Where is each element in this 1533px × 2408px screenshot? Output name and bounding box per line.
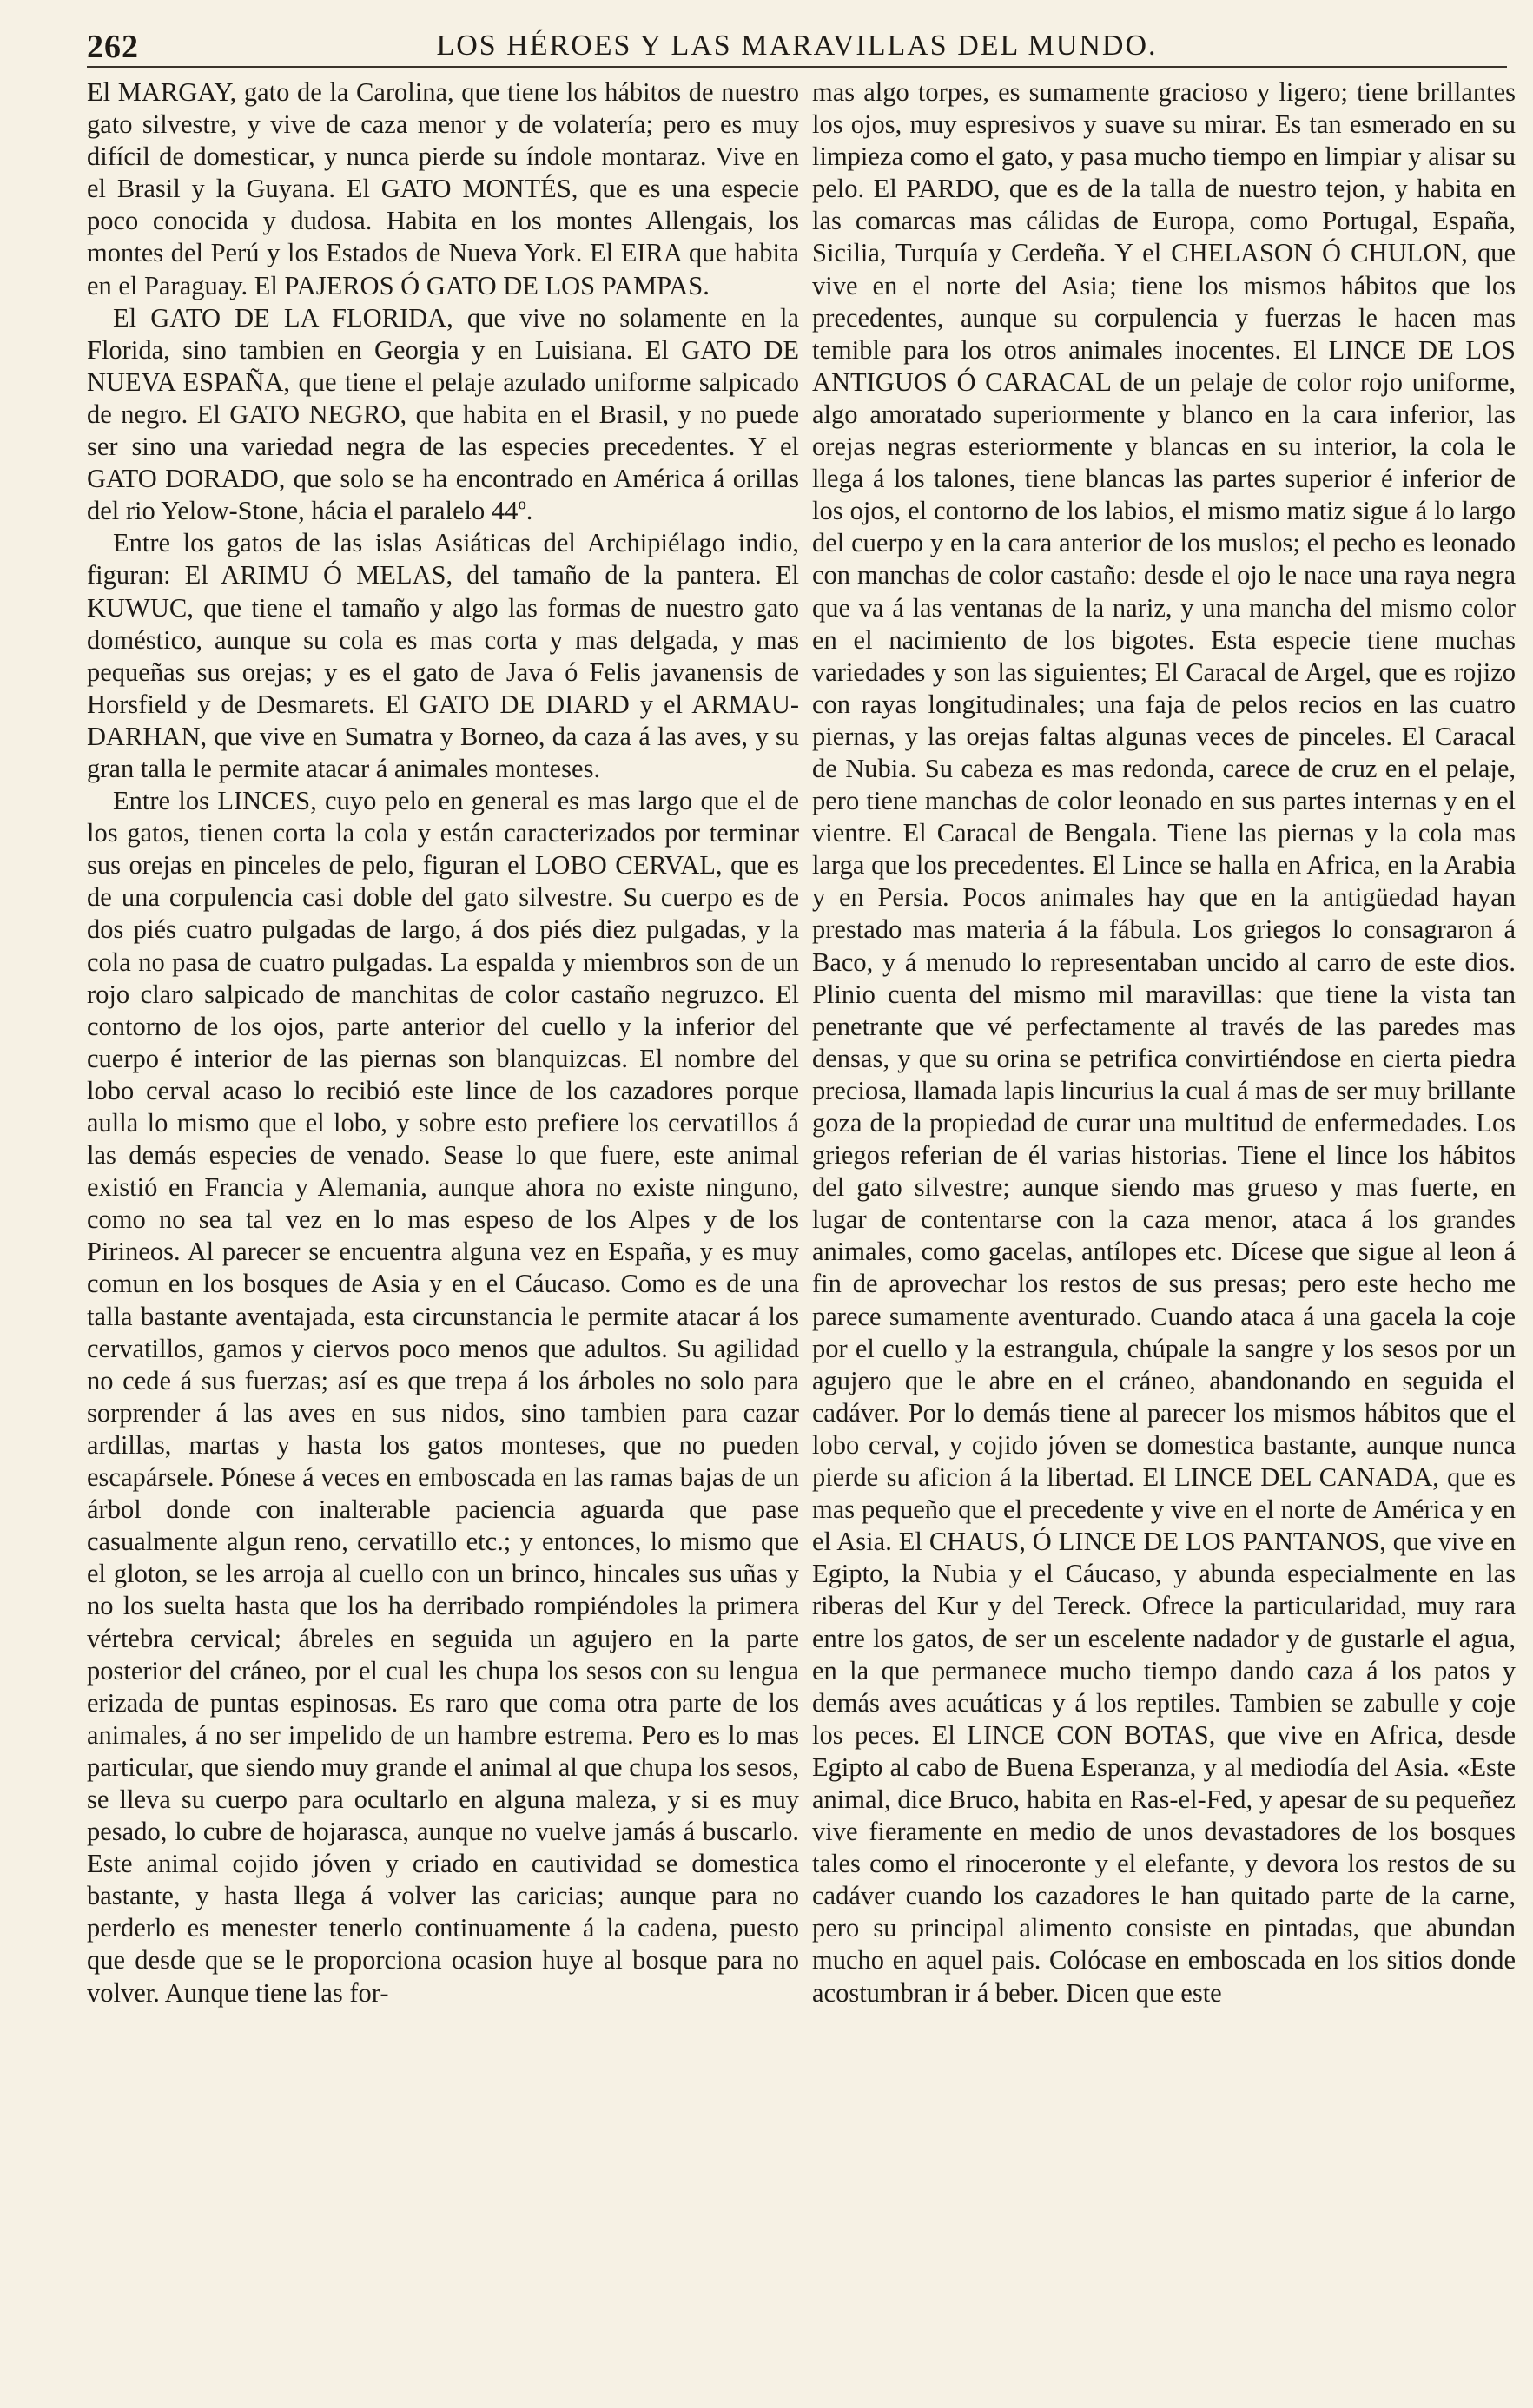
paragraph: Entre los LINCES, cuyo pelo en general es mas largo que el de los gatos, tienen corta la cola y están caracterizados por terminar sus orejas en pinceles de pelo, figuran el LOBO CERVAL, que es de una corpulencia casi doble del gato silvestre. Su cuerpo es de dos piés cuatro pulgadas de largo, á dos piés diez pulgadas, y la cola no pasa de cuatro pulgadas. La espalda y miembros son de un rojo claro salpicado de manchitas de color castaño negruzco. El contorno de los ojos, parte anterior del cuello y la inferior del cuerpo é interior de las piernas son blanquizcas. El nombre del lobo cerval acaso lo recibió este lince de los cazadores porque aulla lo mismo que el lobo, y sobre esto prefiere los cervatillos á las demás especies de venado. Sease lo que fuere, este animal existió en Francia y Alemania, aunque ahora no existe ninguno, como no sea tal vez en lo mas espeso de los Alpes y de los Pirineos. Al parecer se encuentra alguna vez en España, y es muy comun en los bosques de Asia y en el Cáucaso. Como es de una talla bastante aventajada, esta circunstancia le permite atacar á los cervatillos, gamos y ciervos poco menos que adultos. Su agilidad no cede á sus fuerzas; así es que trepa á los árboles no solo para sorprender á las aves en sus nidos, sino tambien para cazar ardillas, martas y hasta los gatos monteses, que no pueden escapársele. Pónese á veces en emboscada en las ramas bajas de un árbol donde con inalterable paciencia aguarda que pase casualmente algun reno, cervatillo etc.; y entonces, lo mismo que el gloton, se les arroja al cuello con un brinco, hincales sus uñas y no los suelta hasta que los ha derribado rompiéndoles la primera vértebra cervical; ábreles en seguida un agujero en la parte posterior del cráneo, por el cual les chupa los sesos con su lengua erizada de puntas espinosas. Es raro que coma otra parte de los animales, á no ser impelido de un hambre estrema. Pero es lo mas particular, que siendo muy grande el animal al que chupa los sesos, se lleva su cuerpo para ocultarlo en alguna maleza, y si es muy pesado, lo cubre de hojarasca, aunque no vuelve jamás á buscarlo. Este animal cojido jóven y criado en cautividad se domestica bastante, y hasta llega á volver las caricias; aunque para no perderlo es menester tenerlo continuamente á la cadena, puesto que desde que se le proporciona ocasion huye al bosque para no volver. Aunque tiene las for- <box>87 786 799 2008</box>
paragraph: El GATO DE LA FLORIDA, que vive no solamente en la Florida, sino tambien en Georgia y en Luisiana. El GATO DE NUEVA ESPAÑA, que tiene el pelaje azulado uniforme salpicado de negro. El GATO NEGRO, que habita en el Brasil, y no puede ser sino una variedad negra de las especies precedentes. Y el GATO DORADO, que solo se ha encontrado en América á orillas del rio Yelow-Stone, hácia el paralelo 44º. <box>87 302 799 526</box>
paragraph: El MARGAY, gato de la Carolina, que tiene los hábitos de nuestro gato silvestre, y vive de caza menor y de volatería; pero es muy difícil de domesticar, y nunca pierde su índole montaraz. Vive en el Brasil y la Guyana. El GATO MONTÉS, que es una especie poco conocida y dudosa. Habita en los montes Allengais, los montes del Perú y los Estados de Nueva York. El EIRA que habita en el Paraguay. El PAJEROS Ó GATO DE LOS PAMPAS. <box>87 77 799 300</box>
paragraph: Entre los gatos de las islas Asiáticas del Archipiélago indio, figuran: El ARIMU Ó MELAS, del tamaño de la pantera. El KUWUC, que tiene el tamaño y algo las formas de nuestro gato doméstico, aunque su cola es mas corta y mas delgada, y mas pequeñas sus orejas; y es el gato de Java ó Felis javanensis de Horsfield y de Desmarets. El GATO DE DIARD y el ARMAU-DARHAN, que vive en Sumatra y Borneo, da caza á las aves, y su gran talla le permite atacar á animales monteses. <box>87 528 799 783</box>
running-title: LOS HÉROES Y LAS MARAVILLAS DEL MUNDO. <box>436 30 1158 62</box>
paragraph: mas algo torpes, es sumamente gracioso y ligero; tiene brillantes los ojos, muy espresivos y suave su mirar. Es tan esmerado en su limpieza como el gato, y pasa mucho tiempo en limpiar y alisar su pelo. El PARDO, que es de la talla de nuestro tejon, y habita en las comarcas mas cálidas de Europa, como Portugal, España, Sicilia, Turquía y Cerdeña. Y el CHELASON Ó CHULON, que vive en el norte del Asia; tiene los mismos hábitos que los precedentes, aunque su corpulencia y fuerzas le hacen mas temible para los otros animales inocentes. El LINCE DE LOS ANTIGUOS Ó CARACAL de un pelaje de color rojo uniforme, algo amoratado superiormente y blanco en la cara inferior, las orejas negras esteriormente y blancas en su interior, la cola le llega á los talones, tiene blancas las partes superior é inferior de los ojos, el contorno de los labios, el mismo matiz sigue á lo largo del cuerpo y en la cara anterior de los muslos; el pecho es leonado con manchas de color castaño: desde el ojo le nace una raya negra que va á las ventanas de la nariz, y una mancha del mismo color en el nacimiento de los bigotes. Esta especie tiene muchas variedades y son las siguientes; El Caracal de Argel, que es rojizo con rayas longitudinales; una faja de pelos recios en las cuatro piernas, y las orejas faltas algunas veces de pinceles. El Caracal de Nubia. Su cabeza es mas redonda, carece de cruz en el pelaje, pero tiene manchas de color leonado en sus partes internas y en el vientre. El Caracal de Bengala. Tiene las piernas y la cola mas larga que los precedentes. El Lince se halla en Africa, en la Arabia y en Persia. Pocos animales hay que en la antigüedad hayan prestado mas materia á la fábula. Los griegos lo consagraron á Baco, y á menudo lo representaban uncido al carro de este dios. Plinio cuenta del mismo mil maravillas: que tiene la vista tan penetrante que vé perfectamente al través de las paredes mas densas, y que su orina se petrifica convirtiéndose en cierta piedra preciosa, llamada lapis lincurius la cual á mas de ser muy brillante goza de la propiedad de curar una multitud de enfermedades. Los griegos referian de él varias historias. Tiene el lince los hábitos del gato silvestre; aunque siendo mas grueso y mas fuerte, en lugar de contentarse con la caza menor, ataca á los grandes animales, como gacelas, antílopes etc. Dícese que sigue al leon á fin de aprovechar los restos de sus presas; pero este hecho me parece sumamente aventurado. Cuando ataca á una gacela la coje por el cuello y la estrangula, chúpale la sangre y los sesos por un agujero que le abre en el cráneo, abandonando en seguida el cadáver. Por lo demás tiene al parecer los mismos hábitos que el lobo cerval, y cojido jóven se domestica bastante, aunque nunca pierde su aficion á la libertad. El LINCE DEL CANADA, que es mas pequeño que el precedente y vive en el norte de América y en el Asia. El CHAUS, Ó LINCE DE LOS PANTANOS, que vive en Egipto, la Nubia y el Cáucaso, y abunda especialmente en las riberas del Kur y del Tereck. Ofrece la particularidad, muy rara entre los gatos, de ser un escelente nadador y de gustarle el agua, en la que permanece mucho tiempo dando caza á los patos y demás aves acuáticas y á los reptiles. Tambien se zabulle y coje los peces. El LINCE CON BOTAS, que vive en Africa, desde Egipto al cabo de Buena Esperanza, y al mediodía del Asia. «Este animal, dice Bruco, habita en Ras-el-Fed, y apesar de su pequeñez vive fieramente en medio de unos devastadores de los bosques tales como el rinoceronte y el elefante, y devora los restos de su cadáver cuando los cazadores le han quitado parte de la carne, pero su principal alimento consiste en pintadas, que abundan mucho en aquel pais. Colócase en emboscada en los sitios donde acostumbran ir á beber. Dicen que este <box>812 77 1516 2008</box>
left-column <box>87 76 799 2143</box>
page-header <box>87 23 1507 68</box>
page-number: 262 <box>87 29 139 65</box>
right-column <box>812 76 1516 2143</box>
